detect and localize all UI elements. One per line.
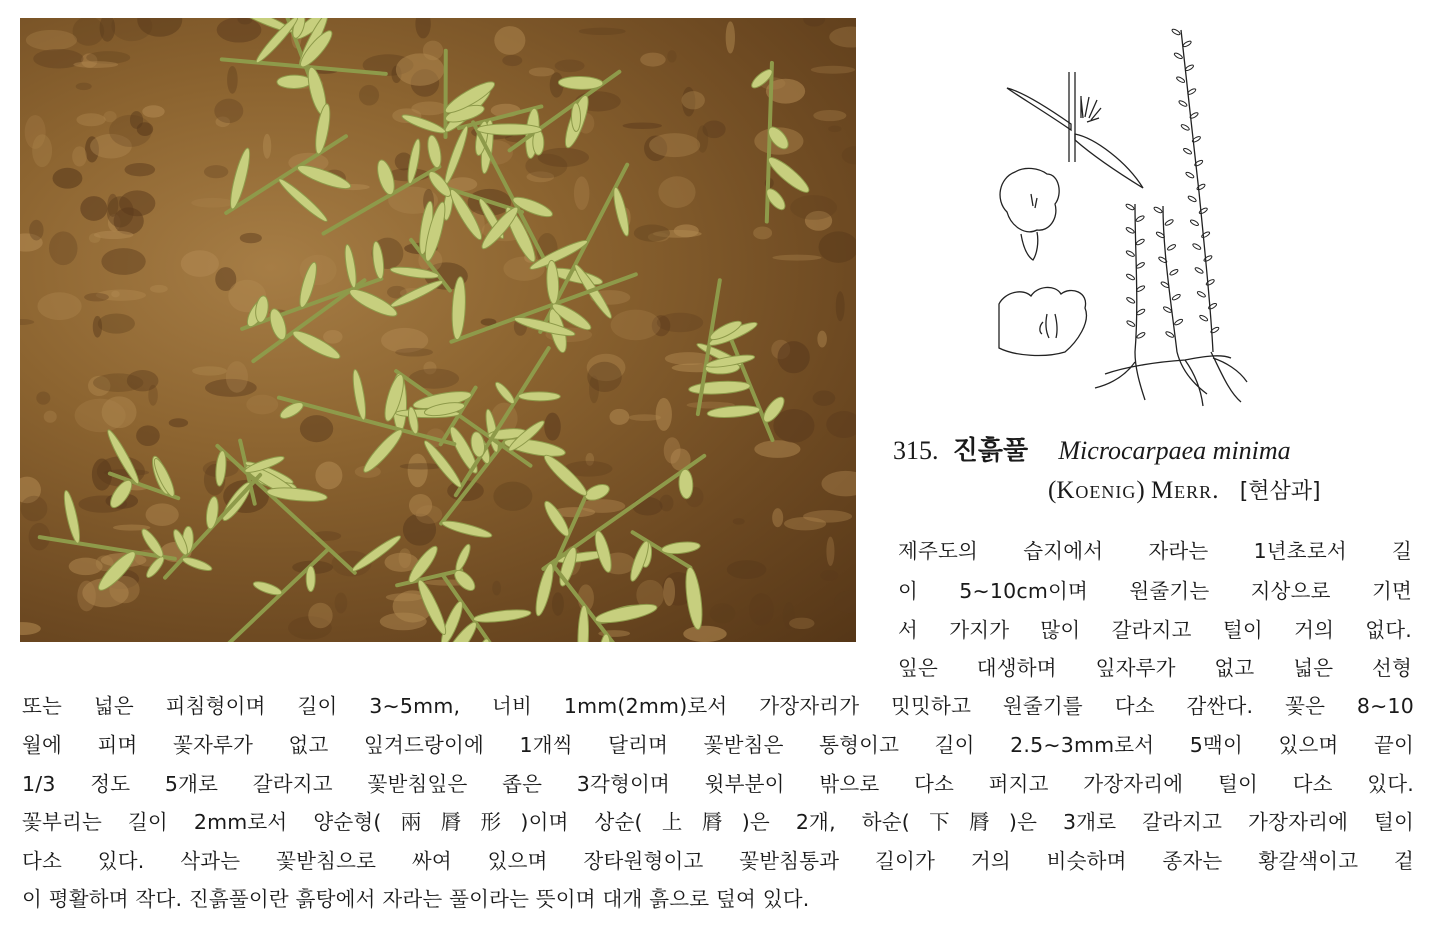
leaf-detail-illustration bbox=[1007, 72, 1143, 188]
authority-open-paren: ( bbox=[1048, 477, 1057, 504]
whole-plant-illustration bbox=[1095, 30, 1247, 406]
description-line: 월에 피며 꽃자루가 없고 잎겨드랑이에 1개씩 달리며 꽃받침은 통형이고 길이 2.5∼3mm로서 5맥이 있으며 끝이 bbox=[22, 733, 1414, 757]
description-line: 제주도의 습지에서 자라는 1년초로서 길 bbox=[898, 539, 1412, 563]
family-name: [현삼과] bbox=[1239, 479, 1321, 504]
description-line: 1/3 정도 5개로 갈라지고 꽃받침잎은 좁은 3각형이며 윗부분이 밖으로 다소 퍼지고 가장자리에 털이 다소 있다. bbox=[22, 772, 1414, 796]
description-line: 이 5∼10cm이며 원줄기는 지상으로 기면 bbox=[898, 579, 1412, 603]
species-title bbox=[893, 430, 1373, 467]
species-number: 315. bbox=[893, 436, 939, 465]
description-line: 이 평활하며 작다. 진흙풀이란 흙탕에서 자라는 풀이라는 뜻이며 대개 흙으로 덮여 있다. bbox=[22, 887, 810, 911]
species-latin-name: Microcarpaea minima bbox=[1058, 436, 1291, 465]
description-line: 또는 넓은 피침형이며 길이 3∼5mm, 너비 1mm(2mm)로서 가장자리가 밋밋하고 원줄기를 다소 감싼다. 꽃은 8∼10 bbox=[22, 694, 1414, 718]
authority-author-2: Merr. bbox=[1150, 477, 1220, 504]
species-korean-name: 진흙풀 bbox=[952, 436, 1029, 466]
description-line: 꽃부리는 길이 2mm로서 양순형(兩脣形)이며 상순(上脣)은 2개, 하순(下脣)은 3개로 갈라지고 가장자리에 털이 bbox=[22, 810, 1414, 834]
authority-close-paren: ) bbox=[1136, 477, 1145, 504]
species-authority bbox=[1048, 474, 1388, 505]
description-line: 잎은 대생하며 잎자루가 없고 넓은 선형 bbox=[898, 656, 1412, 680]
plant-photo bbox=[20, 18, 856, 642]
description-line: 다소 있다. 삭과는 꽃받침으로 싸여 있으며 장타원형이고 꽃받침통과 길이가 거의 비슷하며 종자는 황갈색이고 겉 bbox=[22, 849, 1414, 873]
flower-detail-illustration bbox=[999, 168, 1086, 355]
authority-author-1: Koenig bbox=[1056, 477, 1137, 504]
description-line: 서 가지가 많이 갈라지고 털이 거의 없다. bbox=[898, 618, 1412, 642]
botanical-line-drawing bbox=[985, 22, 1265, 417]
plant-photo-illustration bbox=[20, 18, 856, 642]
